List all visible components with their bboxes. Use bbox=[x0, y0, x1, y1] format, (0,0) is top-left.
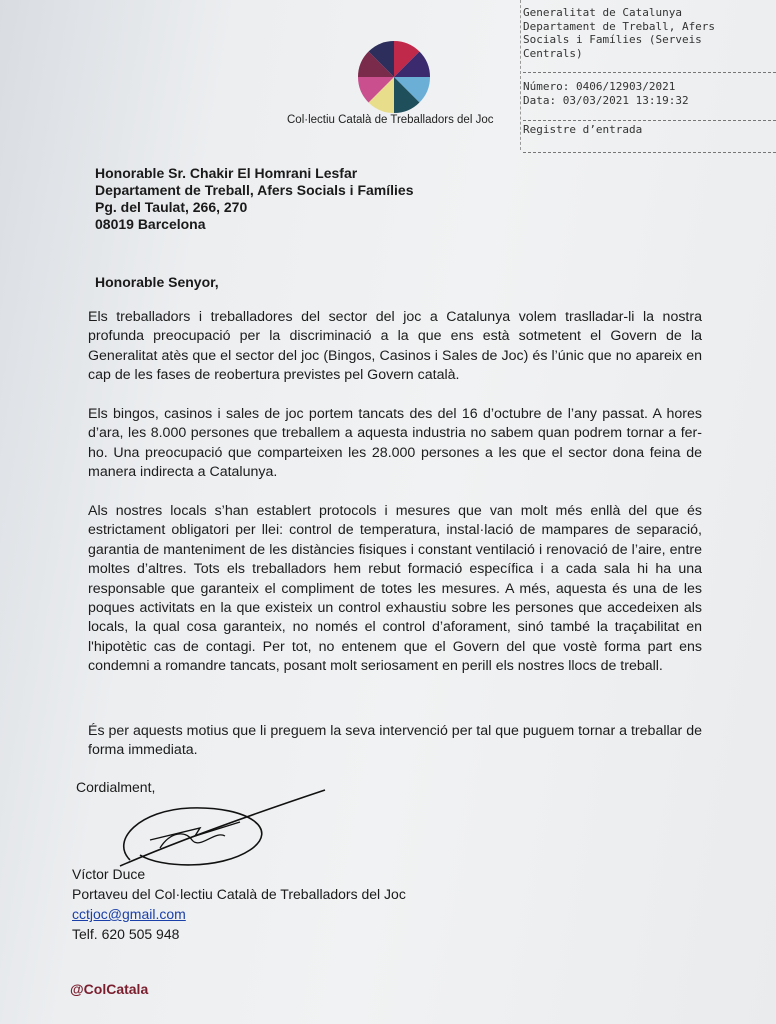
stamp-border bbox=[520, 0, 521, 150]
stamp-number: Número: 0406/12903/2021 bbox=[523, 80, 676, 93]
signer-phone: Telf. 620 505 948 bbox=[72, 926, 180, 942]
salutation: Honorable Senyor, bbox=[95, 274, 219, 290]
recipient-city: 08019 Barcelona bbox=[95, 216, 206, 232]
stamp-separator bbox=[523, 72, 776, 73]
signer-name: Víctor Duce bbox=[72, 866, 146, 882]
stamp-line: Generalitat de Catalunya bbox=[523, 6, 682, 19]
collective-logo bbox=[357, 40, 431, 114]
stamp-separator bbox=[523, 152, 776, 153]
signature-block bbox=[72, 864, 406, 944]
signer-email-link[interactable]: cctjoc@gmail.com bbox=[72, 906, 186, 922]
paragraph: Als nostres locals s’han establert protocols i mesures que van molt més enllà del que és estrictament obligatori per llei: control de temperatura, instal·lació de mampares de separació, garantia de manteniment de les distàncies fisiques i constant ventilació i renovació de l’aire, entre moltes d’altres. Tots els treballadors hem rebut formació específica i a cada sala hi ha una responsable que garanteix el compliment de totes les mesures. A més, aquesta és una de les poques activitats en la que existeix un control exhaustiu sobre les persones que accedeixen als locals, la qual cosa garanteix, no només el control d’aforament, sinó també la traçabilitat en l'hipotètic cas de contagi. Per tot, no entenem que el Govern del que vostè forma part ens condemni a romandre tancats, posant molt seriosament en perill els nostres llocs de treball. bbox=[88, 503, 702, 675]
stamp-date: Data: 03/03/2021 13:19:32 bbox=[523, 93, 689, 107]
recipient-street: Pg. del Taulat, 266, 270 bbox=[95, 199, 248, 215]
org-name: Col·lectiu Català de Treballadors del Joc bbox=[287, 114, 494, 126]
stamp-line: Departament de Treball, Afers bbox=[523, 19, 716, 33]
stamp-separator bbox=[523, 120, 776, 121]
stamp-line: Centrals) bbox=[523, 46, 583, 60]
paragraph: Els treballadors i treballadores del sector del joc a Catalunya volem traslladar-li la nostra profunda preocupació per la discriminació a la que ens està sotmetent el Govern de la Generalitat atès que el sector del joc (Bingos, Casinos i Sales de Joc) és l’únic que no apareix en cap de les fases de reobertura previstes pel Govern català. bbox=[88, 309, 702, 384]
recipient-address bbox=[95, 165, 414, 233]
closing: Cordialment, bbox=[76, 779, 156, 795]
stamp-register: Registre d’entrada bbox=[523, 123, 643, 136]
paragraph: És per aquests motius que li preguem la seva intervenció per tal que puguem tornar a treballar de forma immediata. bbox=[88, 723, 702, 759]
recipient-name: Honorable Sr. Chakir El Homrani Lesfar bbox=[95, 165, 358, 181]
social-handle: @ColCatala bbox=[70, 981, 149, 997]
registry-stamp bbox=[523, 6, 773, 137]
signer-role: Portaveu del Col·lectiu Català de Treballadors del Joc bbox=[72, 886, 406, 902]
stamp-line: Socials i Famílies (Serveis bbox=[523, 33, 702, 46]
paragraph: Els bingos, casinos i sales de joc portem tancats des del 16 d’octubre de l’any passat. A hores d’ara, les 8.000 persones que treballem a aquesta industria no sabem quan podrem tornar a fer-ho. Una preocupació que comparteixen les 28.000 persones a les que el sector dona feina de manera indirecta a Catalunya. bbox=[88, 406, 702, 481]
recipient-department: Departament de Treball, Afers Socials i Famílies bbox=[95, 182, 414, 198]
